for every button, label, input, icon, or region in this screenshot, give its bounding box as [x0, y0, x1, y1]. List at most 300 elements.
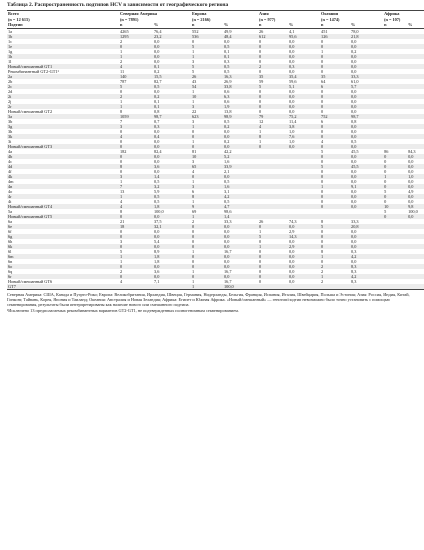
value-cell: 0 [384, 198, 387, 204]
value-cell: 0,0 [154, 158, 160, 164]
value-cell: 79 [258, 114, 288, 119]
value-cell: 33,9 [223, 164, 258, 169]
value-cell: 5,7 [350, 84, 383, 89]
value-cell: 0 [320, 194, 350, 199]
col-n: n [258, 22, 288, 28]
value-cell: 43 [192, 78, 197, 84]
value-cell: 0,0 [288, 144, 320, 149]
value-cell: 0 [191, 134, 223, 139]
subtype-cell: 4r [7, 194, 119, 199]
col-pct: % [223, 22, 258, 28]
value-cell: 0 [120, 128, 123, 134]
value-cell: 0 [119, 44, 153, 49]
value-cell [153, 284, 191, 290]
value-cell: 0 [191, 254, 223, 259]
value-cell: 16,7 [224, 268, 232, 274]
value-cell: 1 [259, 138, 262, 144]
value-cell: 1,6 [223, 184, 258, 189]
value-cell: 5 [258, 84, 288, 89]
value-cell: 0 [384, 178, 387, 184]
value-cell: 0,0 [288, 54, 320, 59]
value-cell: 1,4 [153, 174, 191, 179]
value-cell: 0,0 [153, 54, 191, 59]
value-cell: 0,0 [351, 88, 357, 94]
value-cell: 0,5 [224, 118, 230, 124]
value-cell: 0 [259, 108, 262, 114]
value-cell: 0,0 [408, 168, 414, 174]
subtype-cell: 6f [8, 228, 12, 234]
subtype-cell: 1g [8, 48, 13, 54]
value-cell: 0,5 [153, 84, 191, 89]
value-cell: 0 [321, 178, 324, 184]
value-cell: 0 [321, 128, 324, 134]
value-cell: 22 [192, 108, 197, 114]
value-cell: 4,7 [223, 204, 258, 209]
value-cell: 0,5 [351, 138, 357, 144]
value-cell: 1 [119, 254, 153, 259]
value-cell: 4 [258, 124, 288, 129]
value-cell: 0,0 [289, 58, 295, 64]
value-cell: 8,3 [350, 264, 383, 269]
value-cell: 8 [120, 208, 123, 214]
value-cell: 0 [321, 238, 324, 244]
value-cell: 0,0 [350, 64, 383, 69]
value-cell: 0 [320, 144, 350, 149]
value-cell: 4 [119, 204, 153, 209]
subtype-cell: 4m [8, 178, 14, 184]
value-cell: 0,0 [153, 44, 191, 49]
value-cell: 0 [258, 94, 288, 99]
value-cell: 0,0 [288, 44, 320, 49]
value-cell: 0,7 [154, 118, 160, 124]
value-cell: 0 [321, 108, 324, 114]
value-cell: 4 [120, 278, 123, 284]
value-cell: 4265 [120, 28, 129, 34]
value-cell: 1 [321, 48, 324, 54]
value-cell: 182 [120, 148, 127, 154]
value-cell: 0,0 [224, 228, 230, 234]
value-cell: 0,0 [153, 144, 191, 149]
value-cell: 0,0 [223, 264, 258, 269]
value-cell: 0,0 [351, 238, 357, 244]
value-cell: 0 [320, 94, 350, 99]
value-cell: 0,2 [224, 138, 230, 144]
value-cell: 74,3 [289, 218, 297, 224]
region-africa: Африка [383, 11, 424, 17]
note-regions: Северная Америка: США, Канада и Пуэрто-Рико; Европа: Великобритания, Ирландия, Швеция, Германия, Нидерланды, Бельгия, Франция, Испания, Италия, Швейцария, Польша и Эстония; Азия: Россия, Индия, Китай, Гонконг, Тайвань, Корея, Япония и Таиланд; Океания: Австралия и Новая Зеландия; Африка: Египет и Южная Африка. «Новый/смешанный» — генотип/подтип невозможно было точно установить с помощью секвенирования, результаты были интерпретированы как наличие нового или смешанного подтипа. [7, 291, 410, 308]
subtype-cell: 6g [7, 234, 119, 239]
subtype-cell: Рекомбинантный GT2-GT1¹ [8, 68, 59, 74]
value-cell: 0,0 [350, 144, 383, 149]
value-cell: 0,0 [153, 244, 191, 249]
value-cell: 10 [191, 94, 223, 99]
value-cell: 1,9 [223, 104, 258, 109]
subtype-cell: 3i [8, 138, 12, 144]
value-cell: 2,9 [288, 244, 320, 249]
subtype-label: Подтип [7, 22, 119, 28]
value-cell: 0,0 [289, 248, 295, 254]
value-cell: 1 [192, 278, 195, 284]
value-cell: 26 [259, 218, 264, 224]
value-cell: 126 [320, 34, 350, 39]
value-cell: 45,5 [350, 164, 383, 169]
value-cell: 2 [321, 268, 324, 274]
col-pct: % [407, 22, 424, 28]
value-cell: 5,4 [154, 238, 160, 244]
value-cell: 11 [120, 68, 125, 74]
value-cell: 0,0 [351, 198, 357, 204]
value-cell: 5,1 [288, 84, 320, 89]
value-cell: 0 [192, 238, 195, 244]
value-cell: 0 [383, 214, 407, 219]
value-cell: 0 [192, 228, 195, 234]
value-cell [258, 284, 288, 290]
value-cell: 0,5 [223, 44, 258, 49]
value-cell: 0,0 [153, 234, 191, 239]
value-cell: 5 [119, 84, 153, 89]
value-cell: 0,0 [350, 204, 383, 209]
value-cell: 0 [320, 104, 350, 109]
value-cell: 0,0 [407, 154, 424, 159]
value-cell: 0 [120, 138, 123, 144]
value-cell: 1 [192, 248, 195, 254]
value-cell: 100,0 [223, 284, 258, 290]
value-cell: 1 [191, 124, 223, 129]
value-cell: 536 [191, 34, 223, 39]
subtype-cell: 4t [8, 198, 12, 204]
value-cell: 0 [119, 244, 153, 249]
value-cell: 5 [321, 148, 324, 154]
subtype-cell: 3b [8, 118, 13, 124]
value-cell [407, 284, 424, 290]
value-cell: 7,1 [154, 278, 160, 284]
value-cell: 0 [191, 174, 223, 179]
value-cell: 8,9 [154, 248, 160, 254]
value-cell: 5 [192, 68, 195, 74]
subtype-cell: 2i [7, 94, 119, 99]
value-cell: 1 [120, 178, 123, 184]
subtype-cell: Новый/смешанный GT6 [8, 278, 53, 284]
value-cell: 0,3 [351, 248, 357, 254]
value-cell: 76,4 [154, 28, 162, 34]
value-cell: 82,4 [154, 148, 162, 154]
value-cell: 1059 [119, 114, 153, 119]
value-cell: 8,3 [351, 268, 357, 274]
value-cell: 5,9 [154, 188, 160, 194]
subtype-cell: 6a [8, 218, 13, 224]
value-cell: 26,9 [224, 78, 232, 84]
subtype-cell: 4c [8, 158, 13, 164]
value-cell: 1,6 [224, 158, 230, 164]
value-cell: 8,3 [351, 278, 357, 284]
value-cell: 98,7 [350, 114, 383, 119]
col-pct: % [350, 22, 383, 28]
value-cell: 95,6 [288, 34, 320, 39]
value-cell: 98,6 [224, 208, 232, 214]
value-cell: 1295 [119, 34, 153, 39]
value-cell: 35,4 [288, 74, 320, 79]
value-cell: 33,3 [224, 218, 232, 224]
value-cell [383, 284, 407, 290]
value-cell: 8 [258, 134, 288, 139]
value-cell: 0,0 [288, 104, 320, 109]
value-cell: 0,5 [153, 194, 191, 199]
value-cell: 0,0 [223, 134, 258, 139]
value-cell: 1,8 [154, 258, 160, 264]
value-cell: 0 [119, 234, 153, 239]
value-cell: 2 [120, 58, 123, 64]
region-north-america: Северная Америка [119, 11, 191, 17]
value-cell: 100,0 [408, 208, 418, 214]
value-cell: 5 [258, 234, 288, 239]
value-cell: 1 [192, 48, 195, 54]
value-cell: 0 [320, 134, 350, 139]
subtype-cell: 4n [7, 184, 119, 189]
value-cell: 0,0 [407, 164, 424, 169]
subtype-cell: 4b [7, 154, 119, 159]
subtype-cell: 6m [7, 254, 119, 259]
value-cell: 3,8 [288, 124, 320, 129]
value-cell: 0,2 [153, 94, 191, 99]
value-cell: 0,0 [351, 158, 357, 164]
value-cell: 69 [192, 208, 197, 214]
value-cell: 1 [383, 174, 407, 179]
value-cell: 0 [259, 58, 262, 64]
value-cell: 0 [320, 174, 350, 179]
subtype-cell: 1c [8, 38, 13, 44]
value-cell: 0 [258, 224, 288, 229]
value-cell: 0 [384, 158, 387, 164]
value-cell: 1 [191, 54, 223, 59]
value-cell: 0,0 [289, 38, 295, 44]
region-n-asia: (n = 977) [259, 16, 276, 22]
col-n: n [383, 22, 407, 28]
value-cell: 6 [192, 188, 195, 194]
value-cell: 1,0 [289, 128, 295, 134]
value-cell: 0 [259, 268, 262, 274]
value-cell: 0 [259, 278, 262, 284]
value-cell: 1 [119, 194, 153, 199]
value-cell: 0 [383, 194, 407, 199]
value-cell: 0,0 [350, 194, 383, 199]
value-cell: 0,5 [154, 178, 160, 184]
value-cell: 2 [321, 278, 324, 284]
subtype-cell: Новый/смешанный GT5 [7, 214, 119, 219]
value-cell: 0 [320, 204, 350, 209]
subtype-cell: Новый/смешанный GT2 [8, 108, 53, 114]
value-cell: 0,5 [224, 68, 230, 74]
value-cell: 0,3 [224, 58, 230, 64]
subtype-cell: 2a [7, 74, 119, 79]
value-cell: 0 [258, 44, 288, 49]
value-cell: 0 [321, 38, 324, 44]
value-cell: 0 [191, 224, 223, 229]
value-cell: 2 [192, 218, 195, 224]
value-cell: 0 [119, 274, 153, 279]
value-cell: 3 [191, 104, 223, 109]
value-cell: 32,1 [153, 224, 191, 229]
value-cell: 20,8 [350, 224, 383, 229]
value-cell [350, 284, 383, 290]
value-cell: 0,0 [223, 244, 258, 249]
subtype-table [7, 10, 424, 290]
subtype-cell: 3a [7, 114, 119, 119]
value-cell: 48,4 [223, 34, 258, 39]
value-cell: 5 [384, 208, 387, 214]
value-cell: 0 [258, 254, 288, 259]
value-cell: 0,0 [154, 128, 160, 134]
value-cell: 12 [259, 118, 264, 124]
value-cell: 2 [120, 38, 123, 44]
value-cell: 0 [258, 144, 288, 149]
subtype-cell: 2d [8, 88, 13, 94]
value-cell: 0 [259, 68, 262, 74]
subtype-cell: 1a [8, 28, 13, 34]
value-cell: 0,0 [223, 174, 258, 179]
value-cell: 0,0 [154, 228, 160, 234]
value-cell: 0,0 [350, 244, 383, 249]
value-cell: 14,3 [288, 234, 320, 239]
value-cell: 1 [192, 138, 195, 144]
value-cell: 0 [258, 104, 288, 109]
value-cell: 37,5 [154, 218, 162, 224]
value-cell [320, 284, 350, 290]
value-cell: 0,0 [351, 258, 357, 264]
value-cell: 0 [119, 214, 153, 219]
value-cell: 0 [320, 244, 350, 249]
value-cell: 0 [321, 198, 324, 204]
value-cell: 0 [321, 158, 324, 164]
value-cell: 1 [119, 104, 153, 109]
value-cell: 21 [120, 218, 125, 224]
value-cell: 82,7 [154, 78, 162, 84]
value-cell: 0 [259, 248, 262, 254]
value-cell: 1 [320, 254, 350, 259]
value-cell: 42,2 [224, 148, 232, 154]
value-cell: 98,9 [223, 114, 258, 119]
subtype-cell: 2r [7, 104, 119, 109]
value-cell: 0,8 [154, 108, 160, 114]
value-cell: 0,0 [154, 88, 160, 94]
value-cell: 0 [120, 158, 123, 164]
value-cell: 0,0 [351, 68, 357, 74]
value-cell: 45,5 [351, 148, 359, 154]
value-cell: 0 [120, 168, 123, 174]
value-cell: 6 [320, 84, 350, 89]
value-cell: 9,1 [350, 184, 383, 189]
value-cell: 0 [192, 128, 195, 134]
value-cell: 0,0 [351, 228, 357, 234]
value-cell: 0,0 [224, 258, 230, 264]
value-cell: 1 [192, 98, 195, 104]
value-cell: 10 [191, 154, 223, 159]
value-cell: 5 [320, 164, 350, 169]
value-cell: 0,8 [351, 118, 357, 124]
region-oceania: Океания [320, 11, 383, 17]
subtype-cell: 1h [7, 54, 119, 59]
value-cell: 0,0 [289, 268, 295, 274]
value-cell: 0,0 [224, 238, 230, 244]
value-cell: 8 [191, 194, 223, 199]
value-cell: 0 [259, 238, 262, 244]
value-cell: 3 [192, 118, 195, 124]
value-cell: 5,2 [223, 154, 258, 159]
value-cell: 0,0 [350, 94, 383, 99]
value-cell: 0 [120, 88, 123, 94]
subtype-cell: 4d [7, 164, 119, 169]
value-cell: 4 [321, 138, 324, 144]
value-cell: 552 [192, 28, 199, 34]
value-cell: 0 [258, 274, 288, 279]
subtype-cell: 1l [8, 58, 12, 64]
value-cell: 0 [259, 38, 262, 44]
subtype-cell: 1e [7, 44, 119, 49]
value-cell: 0 [320, 54, 350, 59]
value-cell: 33,3 [350, 74, 383, 79]
value-cell: 16,3 [223, 74, 258, 79]
subtype-cell: 3k [7, 134, 119, 139]
value-cell: 0,0 [288, 274, 320, 279]
value-cell: 0,0 [153, 154, 191, 159]
value-cell: 16,7 [224, 278, 232, 284]
value-cell: 1 [192, 268, 195, 274]
value-cell: 1,0 [407, 174, 424, 179]
value-cell: 0 [320, 44, 350, 49]
value-cell: 84,3 [408, 148, 416, 154]
value-cell: 78,0 [351, 28, 359, 34]
value-cell: 0 [120, 228, 123, 234]
value-cell: 0 [383, 164, 407, 169]
value-cell: 1 [119, 54, 153, 59]
subtype-cell: Новый/смешанный GT1 [7, 64, 119, 69]
value-cell: 3 [191, 184, 223, 189]
value-cell: 0 [259, 98, 262, 104]
value-cell: 0,5 [224, 178, 230, 184]
value-cell: 0,0 [289, 88, 295, 94]
region-asia: Азия [258, 11, 320, 17]
value-cell: 0 [258, 54, 288, 59]
value-cell: 0,0 [289, 48, 295, 54]
value-cell: 0,0 [351, 98, 357, 104]
value-cell: 1,8 [153, 204, 191, 209]
value-cell: 0,5 [154, 198, 160, 204]
table-notes [7, 292, 417, 314]
value-cell: 3,1 [224, 188, 230, 194]
value-cell: 0,0 [350, 44, 383, 49]
value-cell: 612 [258, 34, 288, 39]
value-cell: 0,0 [288, 264, 320, 269]
value-cell: 0 [383, 184, 407, 189]
value-cell: 0,0 [350, 134, 383, 139]
region-europe: Европа [191, 11, 258, 17]
value-cell: 1 [192, 88, 195, 94]
value-cell: 0 [321, 258, 324, 264]
value-cell: 0 [191, 264, 223, 269]
total-n: (n = 12 615) [8, 16, 30, 22]
value-cell: 35 [258, 74, 288, 79]
subtype-cell: 6e [7, 224, 119, 229]
value-cell: 0,0 [289, 98, 295, 104]
value-cell: 0 [192, 258, 195, 264]
value-cell: 752 [320, 114, 350, 119]
value-cell: 0,0 [289, 278, 295, 284]
value-cell: 49,9 [224, 28, 232, 34]
value-cell: 3 [120, 238, 123, 244]
value-cell [288, 284, 320, 290]
value-cell: 26 [191, 74, 223, 79]
value-cell: 33,8 [223, 84, 258, 89]
subtype-cell: Новый/смешанный GT4 [7, 204, 119, 209]
